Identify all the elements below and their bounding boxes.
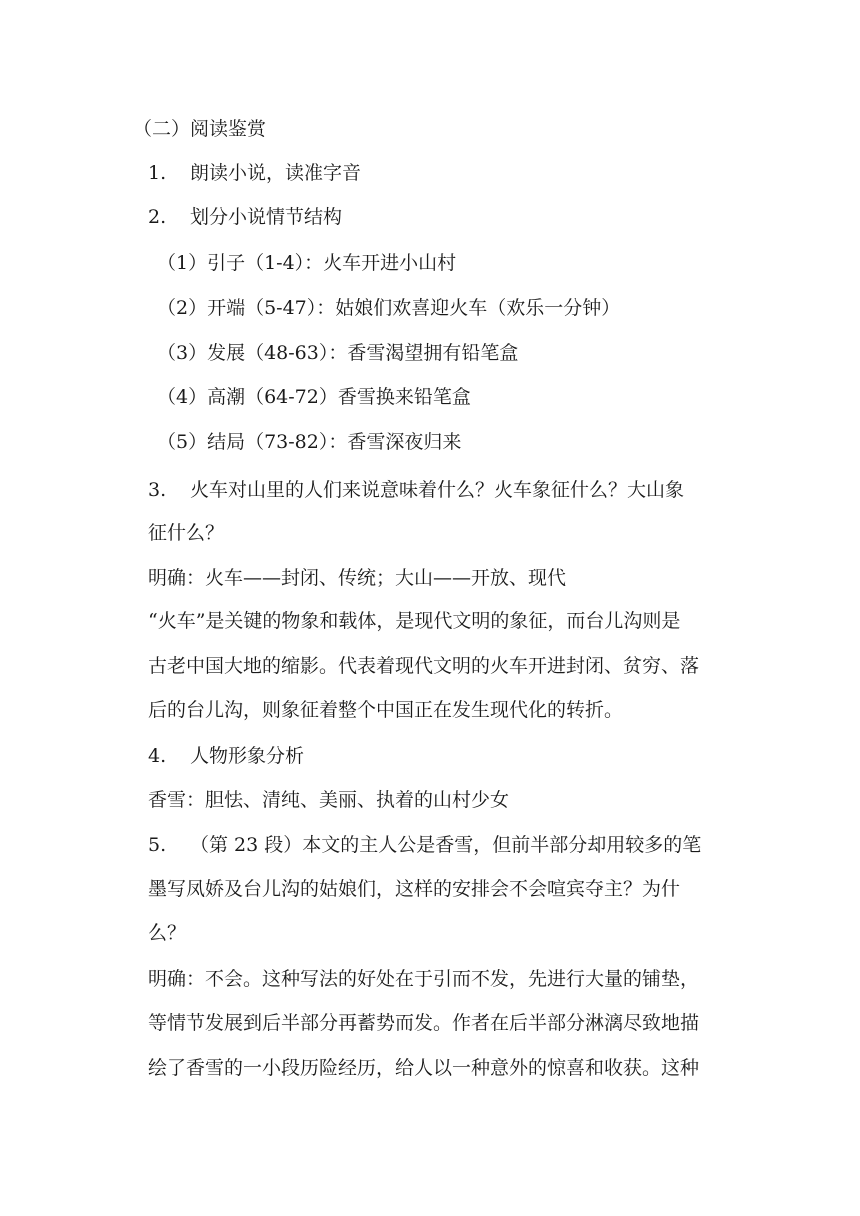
question-3-line-2: 征什么？	[148, 522, 225, 544]
plot-climax: （4）高潮（64-72）香雪换来铅笔盒	[157, 386, 471, 408]
question-5-text: （第 23 段）本文的主人公是香雪，但前半部分却用较多的笔	[190, 834, 702, 856]
question-4-answer: 香雪：胆怯、清纯、美丽、执着的山村少女	[148, 789, 510, 811]
question-3-explain-3: 后的台儿沟，则象征着整个中国正在发生现代化的转折。	[148, 699, 624, 721]
question-3-number: 3.	[148, 479, 167, 501]
item-2-text: 划分小说情节结构	[190, 206, 343, 228]
item-1-number: 1.	[148, 162, 167, 184]
question-3-explain-2: 古老中国大地的缩影。代表着现代文明的火车开进封闭、贫穷、落	[148, 655, 700, 677]
question-5-answer-1: 明确：不会。这种写法的好处在于引而不发，先进行大量的铺垫，	[148, 968, 700, 990]
question-3-answer: 明确：火车——封闭、传统；大山——开放、现代	[148, 567, 567, 589]
plot-beginning: （2）开端（5-47）：姑娘们欢喜迎火车（欢乐一分钟）	[157, 297, 621, 319]
plot-development: （3）发展（48-63）：香雪渴望拥有铅笔盒	[157, 342, 519, 364]
question-5-answer-3: 绘了香雪的一小段历险经历，给人以一种意外的惊喜和收获。这种	[148, 1057, 700, 1079]
question-5-answer-2: 等情节发展到后半部分再蓄势而发。作者在后半部分淋漓尽致地描	[148, 1012, 700, 1034]
question-4	[148, 744, 304, 768]
item-1-text: 朗读小说，读准字音	[190, 162, 362, 184]
item-2	[148, 205, 342, 229]
question-4-number: 4.	[148, 745, 167, 767]
question-5-line-2: 墨写凤娇及台儿沟的姑娘们，这样的安排会不会喧宾夺主？为什	[148, 878, 681, 900]
question-3-text: 火车对山里的人们来说意味着什么？火车象征什么？大山象	[190, 479, 685, 501]
question-3-explain-1: “火车”是关键的物象和载体，是现代文明的象征，而台儿沟则是	[148, 610, 681, 632]
question-5-line-1	[148, 833, 701, 857]
question-3-line-1	[148, 478, 684, 502]
question-5-number: 5.	[148, 834, 167, 856]
item-1	[148, 161, 361, 185]
section-title: （二）阅读鉴赏	[133, 118, 267, 140]
question-5-line-3: 么？	[148, 922, 187, 944]
item-2-number: 2.	[148, 206, 167, 228]
question-4-text: 人物形象分析	[190, 745, 305, 767]
plot-intro: （1）引子（1-4）：火车开进小山村	[157, 252, 457, 274]
plot-ending: （5）结局（73-82）：香雪深夜归来	[157, 431, 462, 453]
